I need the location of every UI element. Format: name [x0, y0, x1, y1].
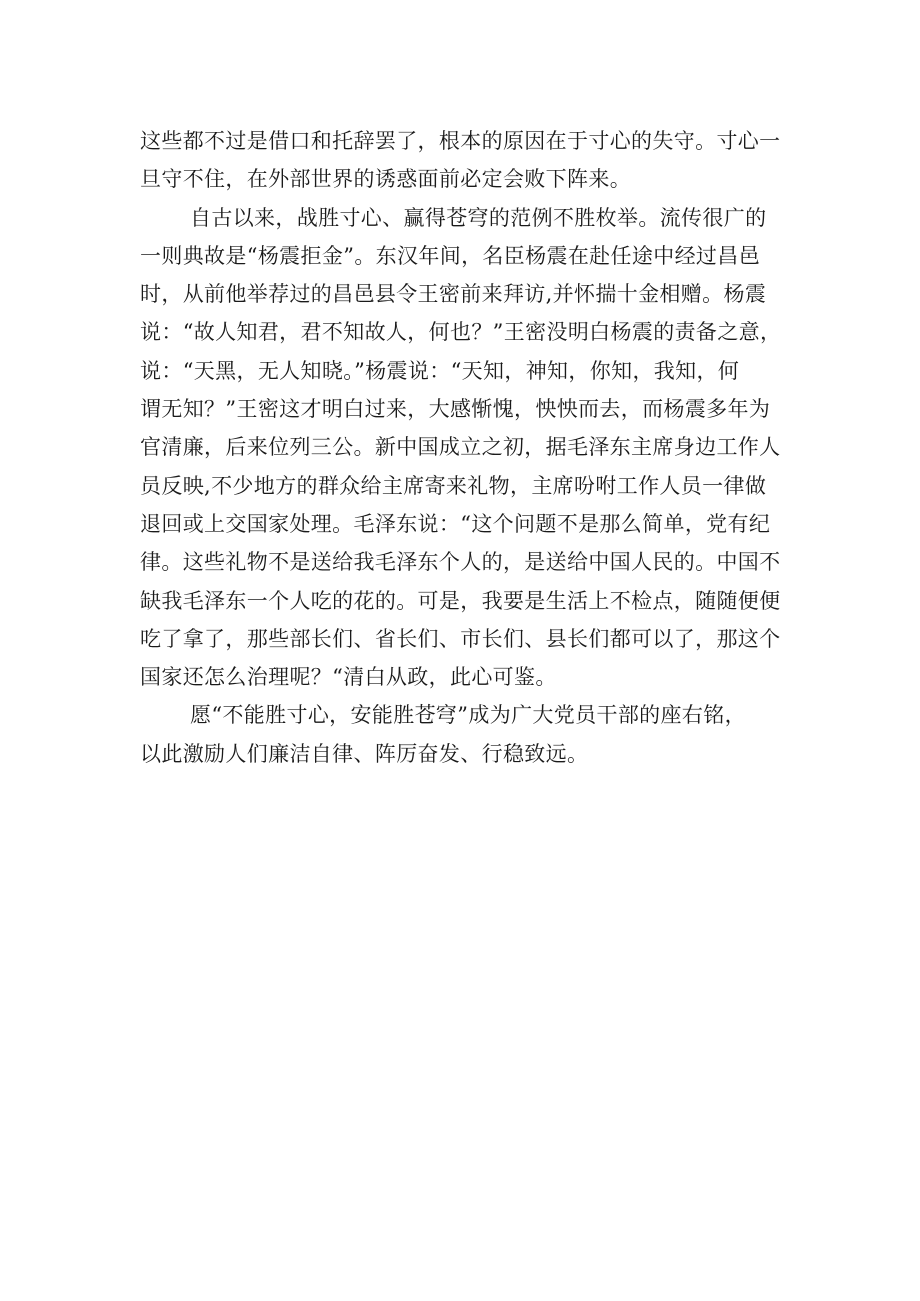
text-line: 时，从前他举荐过的昌邑县令王密前来拜访,并怀揣十金相赠。杨震	[140, 282, 767, 307]
document-page	[140, 122, 790, 773]
text-line: 旦守不住，在外部世界的诱惑面前必定会败下阵来。	[140, 167, 632, 192]
text-line: 说：“故人知君，君不知故人，何也？”王密没明白杨震的责备之意，	[140, 320, 782, 345]
text-line: 自古以来，战胜寸心、赢得苍穹的范例不胜枚举。流传很广的	[190, 205, 767, 230]
text-line: 以此激励人们廉洁自律、阵厉奋发、行稳致远。	[140, 741, 589, 766]
text-line: 吃了拿了，那些部长们、省长们、市长们、县长们都可以了，那这个	[140, 626, 781, 651]
text-line: 缺我毛泽东一个人吃的花的。可是，我要是生活上不检点，随随便便	[140, 588, 781, 613]
paragraph-1	[140, 122, 790, 199]
text-line: 谓无知？”王密这才明白过来，大感惭愧，怏怏而去，而杨震多年为	[140, 397, 771, 422]
text-line: 官清廉，后来位列三公。新中国成立之初，据毛泽东主席身边工作人	[140, 435, 781, 460]
text-line: 说：“天黑，无人知晓。”杨震说：“天知，神知，你知，我知，何	[140, 358, 740, 383]
paragraph-3	[140, 696, 790, 773]
text-line: 愿“不能胜寸心，安能胜苍穹”成为广大党员干部的座右铭，	[190, 703, 746, 728]
text-line: 一则典故是“杨震拒金”。东汉年间，名臣杨震在赴任途中经过昌邑	[140, 243, 760, 268]
text-line: 退回或上交国家处理。毛泽东说：“这个问题不是那么简单，党有纪	[140, 511, 771, 536]
text-line: 员反映,不少地方的群众给主席寄来礼物，主席吩咐工作人员一律做	[140, 473, 767, 498]
text-line: 律。这些礼物不是送给我毛泽东个人的，是送给中国人民的。中国不	[140, 550, 781, 575]
paragraph-2	[140, 199, 790, 697]
text-line: 这些都不过是借口和托辞罢了，根本的原因在于寸心的失守。寸心一	[140, 129, 781, 153]
text-line: 国家还怎么治理呢？“清白从政，此心可鉴。	[140, 665, 557, 690]
